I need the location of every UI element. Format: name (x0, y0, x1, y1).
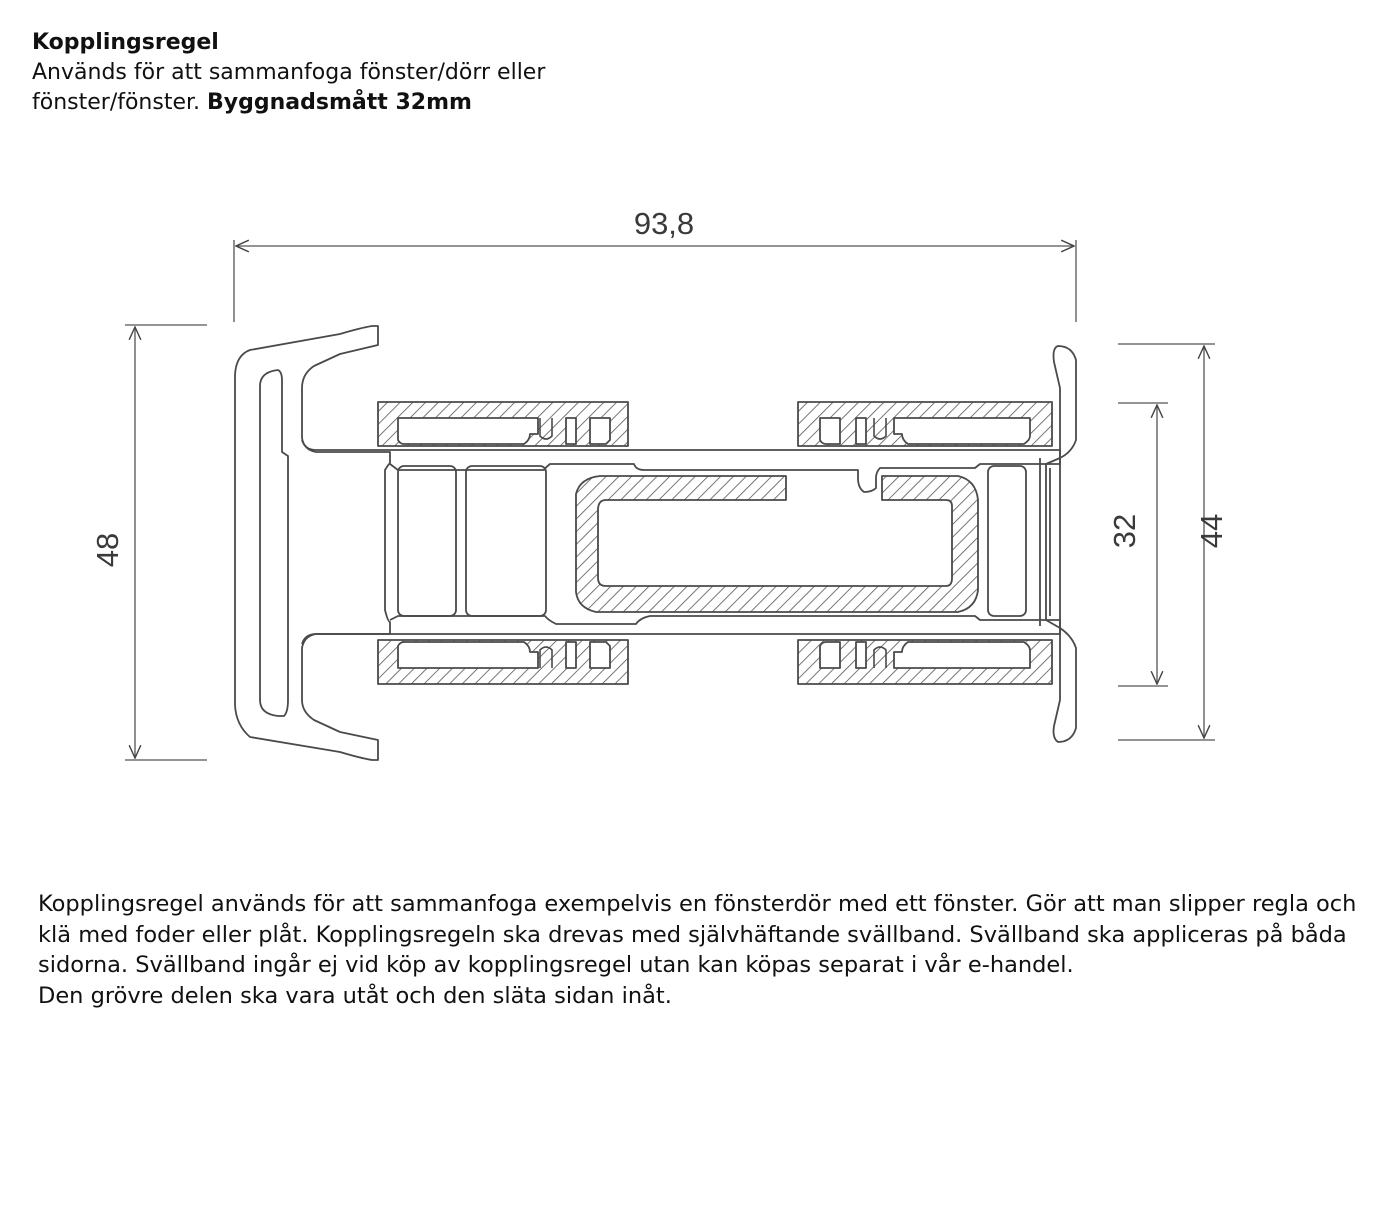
subtitle-line-1: Används för att sammanfoga fönster/dörr eller (32, 60, 546, 85)
building-dimension: Byggnadsmått 32mm (207, 90, 472, 115)
dimension-height-inner-label: 32 (1107, 513, 1142, 549)
gasket-bottom-left (378, 640, 628, 684)
description-paragraph-1: Kopplingsregel används för att sammanfoga exempelvis en fönsterdör med ett fönster. Gör att man slipper regla och klä med foder eller plåt. Kopplingsregeln ska drevas med självhäftande svällband. Svällband ska appliceras på båda sidorna. Svällband ingår ej vid köp av kopplingsregel utan kan köpas separat i vår e-handel. (38, 891, 1357, 978)
dimension-height-left (125, 325, 207, 760)
chamber-1 (398, 466, 456, 616)
dimension-height-right-label: 44 (1194, 513, 1229, 549)
dimension-width-label: 93,8 (633, 206, 695, 241)
dimension-height-left-label: 48 (90, 532, 125, 568)
dimension-width (234, 240, 1076, 322)
reinforcement-tube (576, 476, 978, 612)
profile-drawing (0, 190, 1400, 790)
hatched-sections (378, 402, 1052, 684)
subtitle-line-2: fönster/fönster. (32, 90, 201, 115)
description-paragraph-2: Den grövre delen ska vara utåt och den släta sidan inåt. (38, 982, 672, 1009)
gasket-bottom-right (798, 640, 1052, 684)
gasket-top-left (378, 402, 628, 446)
product-subtitle (32, 58, 932, 118)
description-block (38, 889, 1378, 1011)
profile-section (235, 326, 1076, 760)
gasket-top-right (798, 402, 1052, 446)
product-title: Kopplingsregel (32, 30, 219, 55)
chamber-right-1 (988, 466, 1026, 616)
left-flange-outer (235, 326, 390, 760)
header-block (32, 28, 932, 118)
left-flange-inner (260, 370, 288, 716)
chamber-2 (466, 466, 546, 616)
